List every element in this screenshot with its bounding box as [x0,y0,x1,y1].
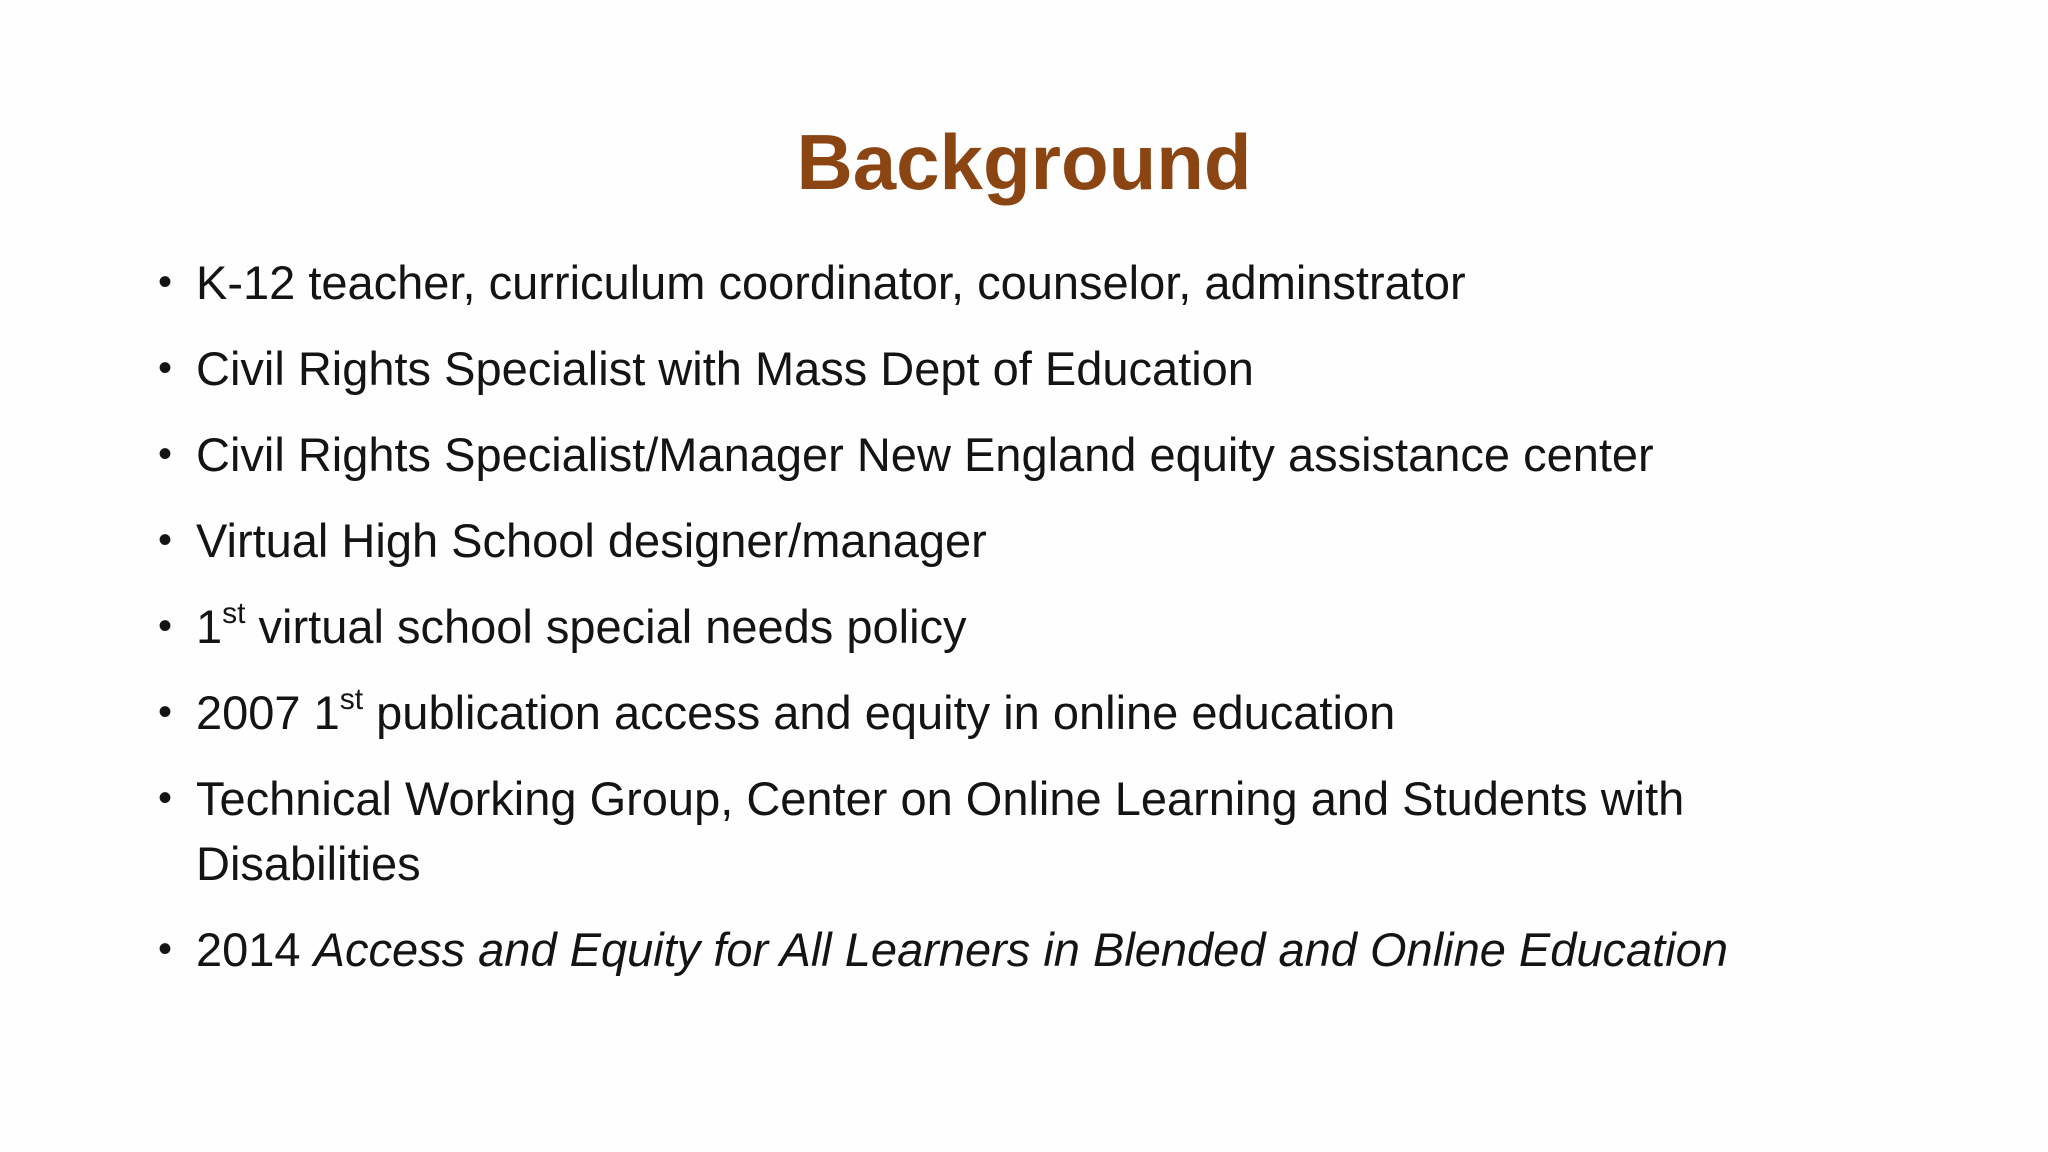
bullet-text-prefix: 1 [196,600,223,653]
bullet-text-prefix: 2014 [196,923,314,976]
bullet-marker: • [158,518,173,562]
bullet-item [158,917,1918,982]
slide-title: Background [796,118,1252,206]
bullet-marker: • [158,260,173,304]
bullet-text: K-12 teacher, curriculum coordinator, counselor, adminstrator [196,256,1466,309]
bullet-item [158,594,1918,659]
bullet-text: Technical Working Group, Center on Online Learning and Students with Disabilities [196,772,1685,890]
bullet-item [158,766,1918,896]
bullet-text: Civil Rights Specialist with Mass Dept of Education [196,342,1254,395]
bullet-item [158,336,1918,401]
bullet-item [158,422,1918,487]
bullet-marker: • [158,432,173,476]
bullet-marker: • [158,604,173,648]
bullet-list [158,250,1918,1003]
bullet-text: Virtual High School designer/manager [196,514,987,567]
bullet-marker: • [158,927,173,971]
bullet-text: Civil Rights Specialist/Manager New England equity assistance center [196,428,1654,481]
bullet-item [158,680,1918,745]
bullet-item [158,508,1918,573]
bullet-marker: • [158,776,173,820]
bullet-item [158,250,1918,315]
bullet-text: publication access and equity in online education [363,686,1396,739]
bullet-marker: • [158,690,173,734]
ordinal-suffix: st [339,683,364,716]
ordinal-suffix: st [222,597,246,630]
bullet-text: virtual school special needs policy [245,600,967,653]
bullet-text-prefix: 2007 1 [196,686,340,739]
publication-title: Access and Equity for All Learners in Blended and Online Education [313,923,1728,976]
bullet-marker: • [158,346,173,390]
